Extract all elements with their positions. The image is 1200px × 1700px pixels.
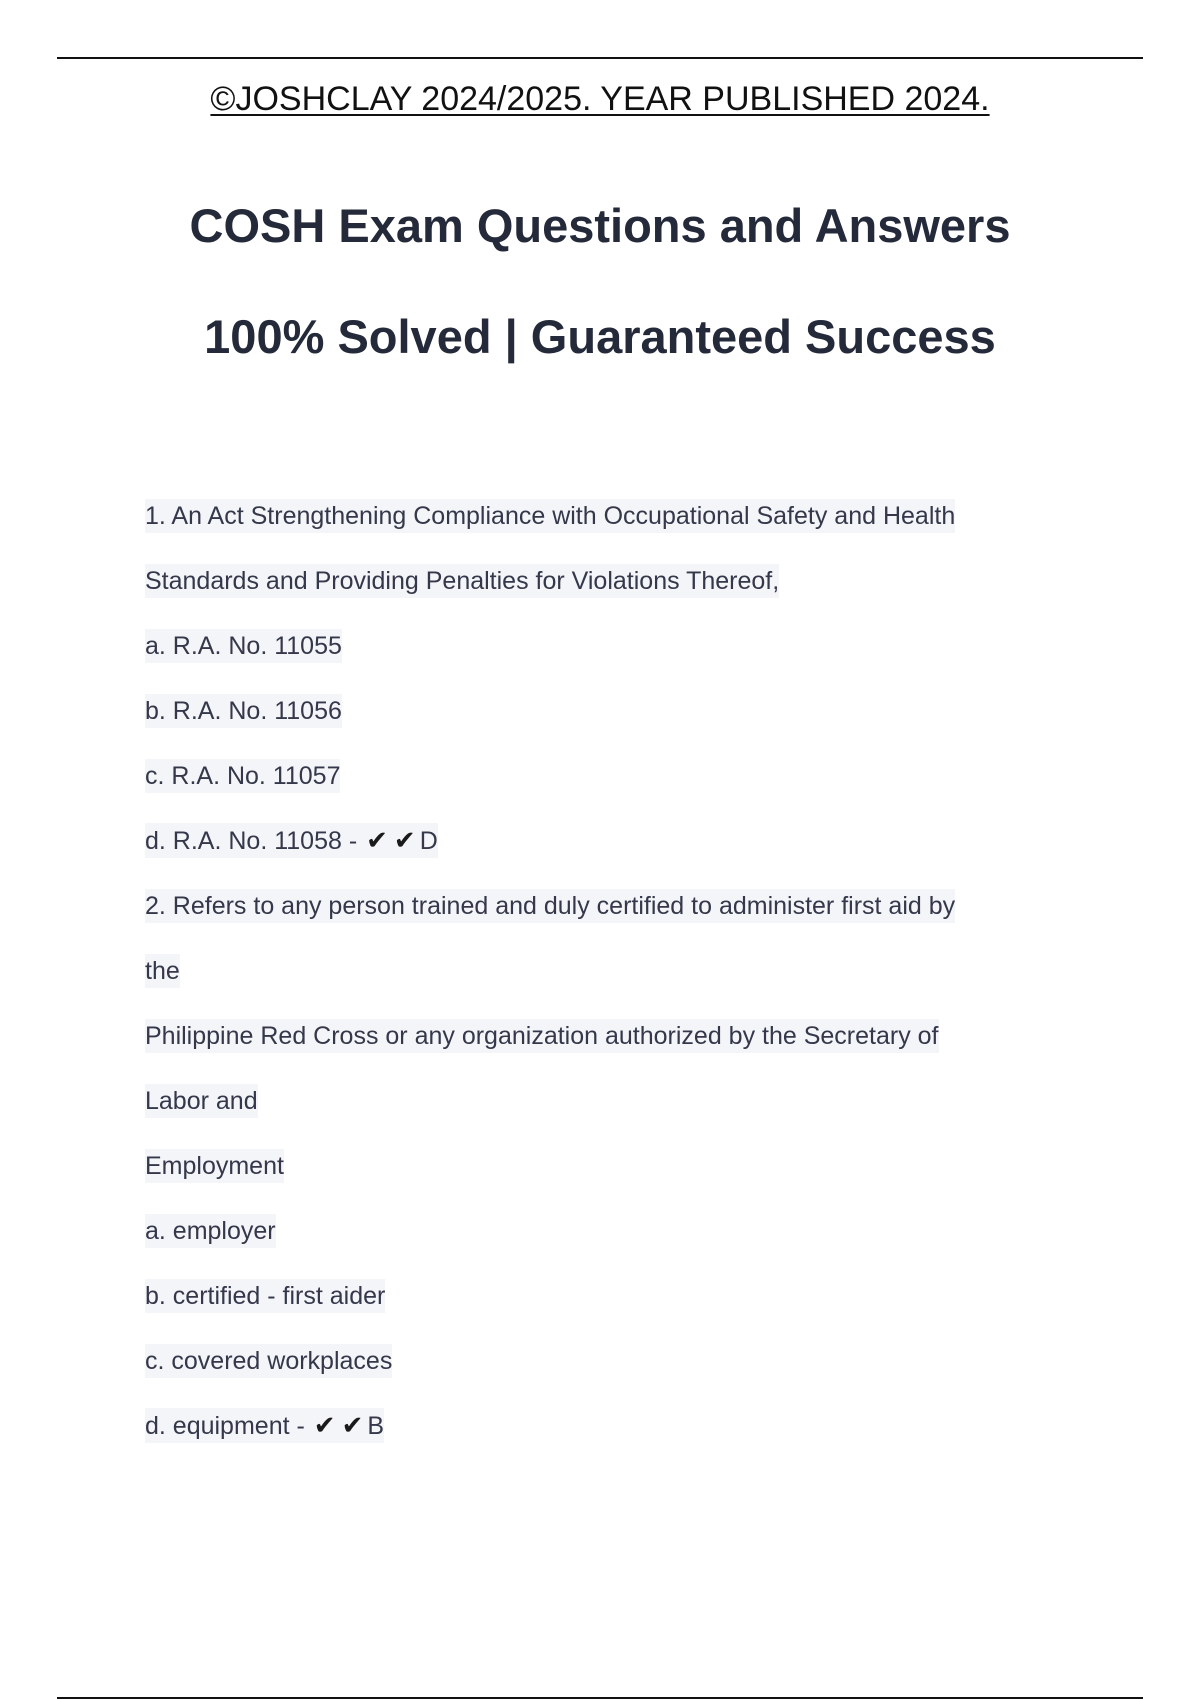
question-1-text: 1. An Act Strengthening Compliance with Occupational Safety and Health (145, 499, 955, 533)
option-text: b. R.A. No. 11056 (145, 694, 342, 728)
document-title: COSH Exam Questions and Answers (189, 199, 1011, 252)
option-text: a. R.A. No. 11055 (145, 629, 342, 663)
option-text: d. R.A. No. 11058 - (145, 827, 365, 855)
option-text: d. equipment - (145, 1412, 312, 1440)
question-2-text: Employment (145, 1149, 284, 1183)
copyright-text: ©JOSHCLAY 2024/2025. YEAR PUBLISHED 2024. (210, 80, 990, 118)
copyright-header (0, 80, 1200, 119)
check-mark-icon: ✔ (341, 1410, 364, 1440)
question-1-text: Standards and Providing Penalties for Violations Thereof, (145, 564, 779, 598)
option-text: a. employer (145, 1214, 276, 1248)
question-2-option-a (145, 1198, 1075, 1263)
question-1-option-b (145, 678, 1075, 743)
question-2-option-b (145, 1263, 1075, 1328)
answer-line (145, 1408, 384, 1443)
question-2-text: Philippine Red Cross or any organization authorized by the Secretary of (145, 1019, 939, 1053)
check-mark-icon: ✔ (366, 825, 388, 855)
answer-letter: D (419, 827, 438, 855)
document-subtitle: 100% Solved | Guaranteed Success (204, 310, 996, 363)
question-list (145, 483, 1075, 1458)
check-mark-icon: ✔ (393, 825, 416, 855)
answer-line (145, 823, 438, 858)
option-text: b. certified - first aider (145, 1279, 385, 1313)
question-2-text: the (145, 954, 180, 988)
question-2-prompt-line-1 (145, 873, 1075, 938)
question-1-option-a (145, 613, 1075, 678)
option-text: c. R.A. No. 11057 (145, 759, 340, 793)
bottom-rule (57, 1697, 1143, 1699)
question-2-prompt-line-4 (145, 1068, 1075, 1133)
question-1-prompt-line-1 (145, 483, 1075, 548)
question-1-prompt-line-2 (145, 548, 1075, 613)
question-2-text: 2. Refers to any person trained and duly certified to administer first aid by (145, 889, 955, 923)
answer-letter: B (367, 1412, 385, 1440)
question-2-prompt-line-3 (145, 1003, 1075, 1068)
question-1-option-c (145, 743, 1075, 808)
question-2-prompt-line-5 (145, 1133, 1075, 1198)
question-1-option-d (145, 808, 1075, 873)
top-rule (57, 57, 1143, 59)
question-2-text: Labor and (145, 1084, 258, 1118)
question-2-option-c (145, 1328, 1075, 1393)
question-2-option-d (145, 1393, 1075, 1458)
question-2-prompt-line-2 (145, 938, 1075, 1003)
check-mark-icon: ✔ (313, 1410, 336, 1440)
option-text: c. covered workplaces (145, 1344, 392, 1378)
